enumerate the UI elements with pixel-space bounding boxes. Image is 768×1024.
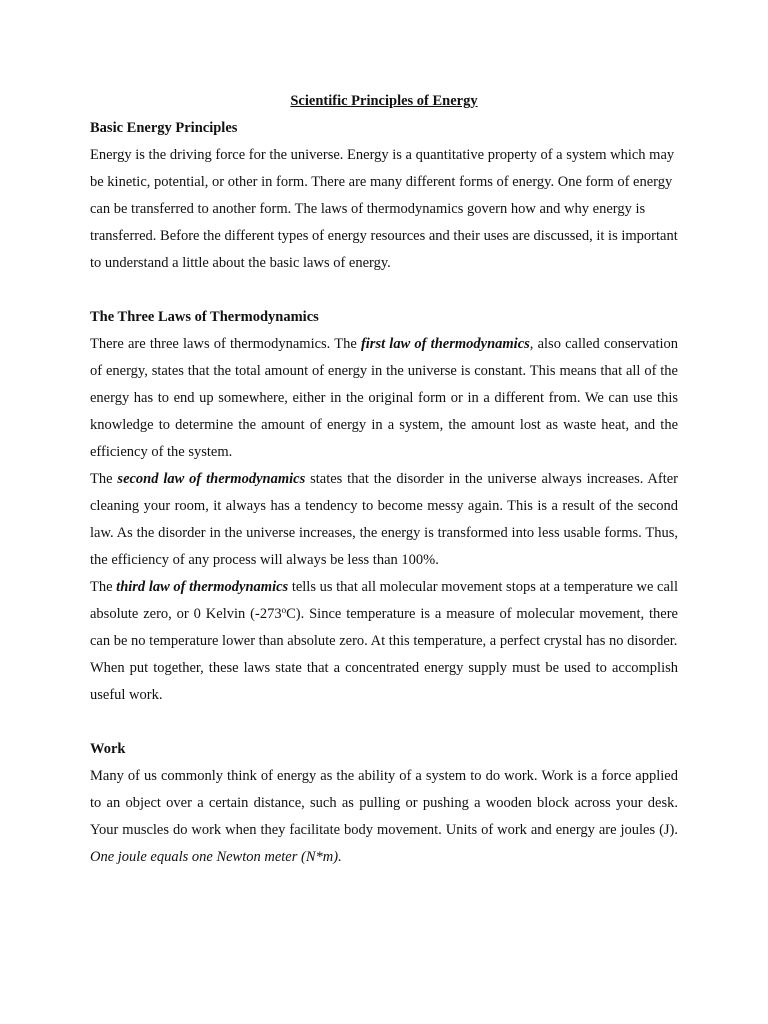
- paragraph-first-law: [90, 331, 678, 466]
- paragraph-summary: When put together, these laws state that a concentrated energy supply must be used to accomplish useful work.: [90, 660, 678, 703]
- document-title: Scientific Principles of Energy: [290, 93, 478, 109]
- paragraph-basic-energy: Energy is the driving force for the universe. Energy is a quantitative property of a system which may be kinetic, potential, or other in form. There are many different forms of energy. One form of energy can be transferred to another form. The laws of thermodynamics govern how and why energy is transferred. Before the different types of energy resources and their uses are discussed, it is important to understand a little about the basic laws of energy.: [90, 147, 678, 271]
- text-run: There are three laws of thermodynamics. The: [90, 336, 361, 352]
- paragraph-second-law: [90, 466, 678, 574]
- document-page: [90, 88, 678, 871]
- section-spacer: [90, 277, 678, 304]
- text-run: tells us that all molecular movement stops at a temperature we call absolute zero, or 0 Kelvin (-273: [90, 579, 678, 622]
- text-run: The: [90, 471, 118, 487]
- text-run: , also called conservation of energy, states that the total amount of energy in the universe is constant. This means that all of the energy has to end up somewhere, either in the original form or in a different from. We can use this knowledge to determine the amount of energy in a system, the amount lost as waste heat, and the efficiency of the system.: [90, 336, 678, 460]
- joule-definition: One joule equals one Newton meter (N*m).: [90, 849, 342, 865]
- section-heading-basic: Basic Energy Principles: [90, 120, 238, 136]
- term-third-law: third law of thermodynamics: [116, 579, 289, 595]
- degree-superscript: o: [281, 605, 287, 615]
- text-run: states that the disorder in the universe always increases. After cleaning your room, it always has a tendency to become messy again. This is a result of the second law. As the disorder in the universe increases, the energy is transformed into less usable forms. Thus, the efficiency of any process will always be less than 100%.: [90, 471, 678, 568]
- paragraph-work: [90, 763, 678, 871]
- term-second-law: second law of thermodynamics: [117, 471, 306, 487]
- paragraph-third-law: [90, 574, 678, 655]
- term-first-law: first law of thermodynamics: [360, 336, 530, 352]
- text-run: Many of us commonly think of energy as the ability of a system to do work. Work is a force applied to an object over a certain distance, such as pulling or pushing a wooden block across your desk. Your muscles do work when they facilitate body movement. Units of work and energy are joules (J).: [90, 768, 678, 838]
- section-heading-work: Work: [90, 741, 126, 757]
- section-heading-thermodynamics: The Three Laws of Thermodynamics: [90, 309, 319, 325]
- section-spacer: [90, 709, 678, 736]
- text-run: The: [90, 579, 117, 595]
- text-run: C). Since temperature is a measure of molecular movement, there can be no temperature lower than absolute zero. At this temperature, a perfect crystal has no disorder.: [90, 606, 678, 649]
